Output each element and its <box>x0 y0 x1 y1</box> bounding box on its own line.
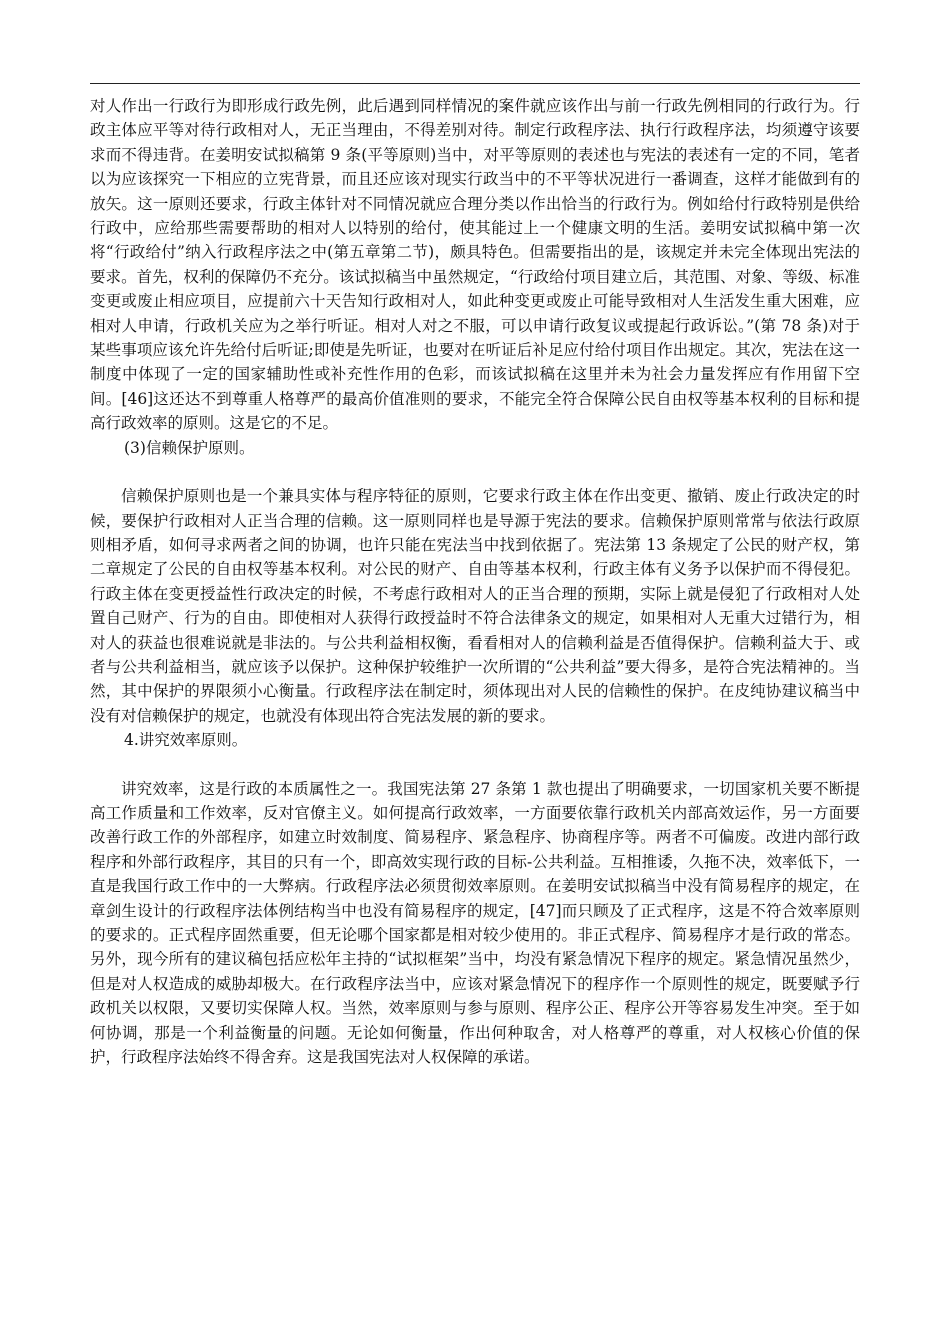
header-rule <box>90 83 860 84</box>
document-body <box>90 94 860 1069</box>
paragraph-equality-continued: 对人作出一行政行为即形成行政先例，此后遇到同样情况的案件就应该作出与前一行政先例相同的行政行为。行政主体应平等对待行政相对人，无正当理由，不得差别对待。制定行政程序法、执行行政程序法，均须遵守该要求而不得违背。在姜明安试拟稿第 9 条(平等原则)当中，对平等原则的表述也与宪法的表述有一定的不同，笔者以为应该探究一下相应的立宪背景，而且还应该对现实行政当中的不平等状况进行一番调查，这样才能做到有的放矢。这一原则还要求，行政主体针对不同情况就应合理分类以作出恰当的行政行为。例如给付行政特别是供给行政中，应给那些需要帮助的相对人以特别的给付，使其能过上一个健康文明的生活。姜明安试拟稿中第一次将“行政给付”纳入行政程序法之中(第五章第二节)，颇具特色。但需要指出的是，该规定并未完全体现出宪法的要求。首先，权利的保障仍不充分。该试拟稿当中虽然规定，“行政给付项目建立后，其范围、对象、等级、标准变更或废止相应项目，应提前六十天告知行政相对人，如此种变更或废止可能导致相对人生活发生重大困难，应相对人申请，行政机关应为之举行听证。相对人对之不服，可以申请行政复议或提起行政诉讼。”(第 78 条)对于某些事项应该允许先给付后听证;即使是先听证，也要对在听证后补足应付给付项目作出规定。其次，宪法在这一制度中体现了一定的国家辅助性或补充性作用的色彩，而该试拟稿在这里并未为社会力量发挥应有作用留下空间。[46]这还达不到尊重人格尊严的最高价值准则的要求，不能完全符合保障公民自由权等基本权利的目标和提高行政效率的原则。这是它的不足。 <box>90 97 860 433</box>
section-heading-efficiency: 4.讲究效率原则。 <box>124 731 248 750</box>
section-heading-trust-protection: (3)信赖保护原则。 <box>124 438 255 457</box>
paragraph-efficiency: 讲究效率，这是行政的本质属性之一。我国宪法第 27 条第 1 款也提出了明确要求，一切国家机关要不断提高工作质量和工作效率，反对官僚主义。如何提高行政效率，一方面要依靠行政机关内部高效运作，另一方面要改善行政工作的外部程序，如建立时效制度、简易程序、紧急程序、协商程序等。两者不可偏废。改进内部行政程序和外部行政程序，其目的只有一个，即高效实现行政的目标-公共利益。互相推诿，久拖不决，效率低下，一直是我国行政工作中的一大弊病。行政程序法必须贯彻效率原则。在姜明安试拟稿当中没有简易程序的规定，在章剑生设计的行政程序法体例结构当中也没有简易程序的规定，[47]而只顾及了正式程序，这是不符合效率原则的要求的。正式程序固然重要，但无论哪个国家都是相对较少使用的。非正式程序、简易程序才是行政的常态。另外，现今所有的建议稿包括应松年主持的“试拟框架”当中，均没有紧急情况下程序的规定。紧急情况虽然少，但是对人权造成的威胁却极大。在行政程序法当中，应该对紧急情况下的程序作一个原则性的规定，既要赋予行政机关以权限，又要切实保障人权。当然，效率原则与参与原则、程序公正、程序公开等容易发生冲突。至于如何协调，那是一个利益衡量的问题。无论如何衡量，作出何种取舍，对人格尊严的尊重，对人权核心价值的保护，行政程序法始终不得舍弃。这是我国宪法对人权保障的承诺。 <box>90 779 860 1067</box>
paragraph-trust-protection: 信赖保护原则也是一个兼具实体与程序特征的原则，它要求行政主体在作出变更、撤销、废止行政决定的时候，要保护行政相对人正当合理的信赖。这一原则同样也是导源于宪法的要求。信赖保护原则常常与依法行政原则相矛盾，如何寻求两者之间的协调，也许只能在宪法当中找到依据了。宪法第 13 条规定了公民的财产权，第二章规定了公民的自由权等基本权利。对公民的财产、自由等基本权利，行政主体有义务予以保护而不得侵犯。行政主体在变更授益性行政决定的时候，不考虑行政相对人的正当合理的预期，实际上就是侵犯了行政相对人处置自己财产、行为的自由。即使相对人获得行政授益时不符合法律条文的规定，如果相对人无重大过错行为，相对人的获益也很难说就是非法的。与公共利益相权衡，看看相对人的信赖利益是否值得保护。信赖利益大于、或者与公共利益相当，就应该予以保护。这种保护较维护一次所谓的“公共利益”要大得多，是符合宪法精神的。当然，其中保护的界限须小心衡量。行政程序法在制定时，须体现出对人民的信赖性的保护。在皮纯协建议稿当中没有对信赖保护的规定，也就没有体现出符合宪法发展的新的要求。 <box>90 487 860 725</box>
